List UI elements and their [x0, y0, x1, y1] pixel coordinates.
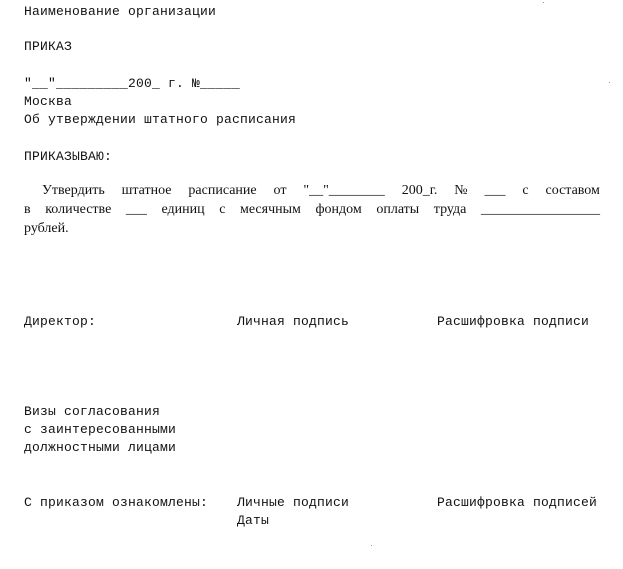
body-word: от [273, 183, 287, 198]
body-word: штатное [121, 183, 172, 198]
body-word: рублей. [24, 221, 69, 236]
approval-visas-line-1: Визы согласования [24, 404, 161, 419]
body-word: труда [433, 202, 467, 217]
acknowledgement-label: С приказом ознакомлены: [24, 495, 209, 510]
body-word: № [454, 183, 468, 198]
body-word: фондом [315, 202, 362, 217]
order-body-line-1 [24, 181, 600, 200]
body-word: _________________ [480, 202, 600, 217]
body-word: Утвердить [42, 183, 105, 198]
approval-visas-line-3: должностными лицами [24, 440, 177, 455]
order-body-line-3 [24, 219, 600, 238]
document-type-heading: ПРИКАЗ [24, 39, 73, 54]
scan-speck [543, 2, 544, 3]
body-word: с [522, 183, 529, 198]
dates-label: Даты [237, 513, 270, 528]
body-word: составом [545, 183, 600, 198]
body-word: ___ [125, 202, 147, 217]
body-word: ___ [484, 183, 506, 198]
order-body-line-2 [24, 200, 600, 219]
approval-visas-line-2: с заинтересованными [24, 422, 177, 437]
order-subject: Об утверждении штатного расписания [24, 112, 297, 127]
body-word: "__"________ [303, 183, 385, 198]
body-word: с [219, 202, 226, 217]
date-number-line: "__"_________200_ г. №_____ [24, 76, 241, 91]
body-word: единиц [161, 202, 205, 217]
personal-signature-label: Личная подпись [237, 314, 350, 329]
personal-signatures-label: Личные подписи [237, 495, 350, 510]
director-label: Директор: [24, 314, 97, 329]
body-word: оплаты [376, 202, 420, 217]
signature-decoding-label: Расшифровка подписи [437, 314, 590, 329]
city: Москва [24, 94, 73, 109]
body-word: в [24, 202, 31, 217]
body-word: расписание [188, 183, 257, 198]
order-body [24, 181, 600, 238]
body-word: месячным [240, 202, 301, 217]
order-word: ПРИКАЗЫВАЮ: [24, 149, 113, 164]
signatures-decoding-label: Расшифровка подписей [437, 495, 598, 510]
scan-speck [609, 82, 610, 83]
scan-speck [371, 545, 372, 546]
body-word: 200_г. [401, 183, 438, 198]
body-word: количестве [45, 202, 112, 217]
organization-name: Наименование организации [24, 4, 217, 19]
